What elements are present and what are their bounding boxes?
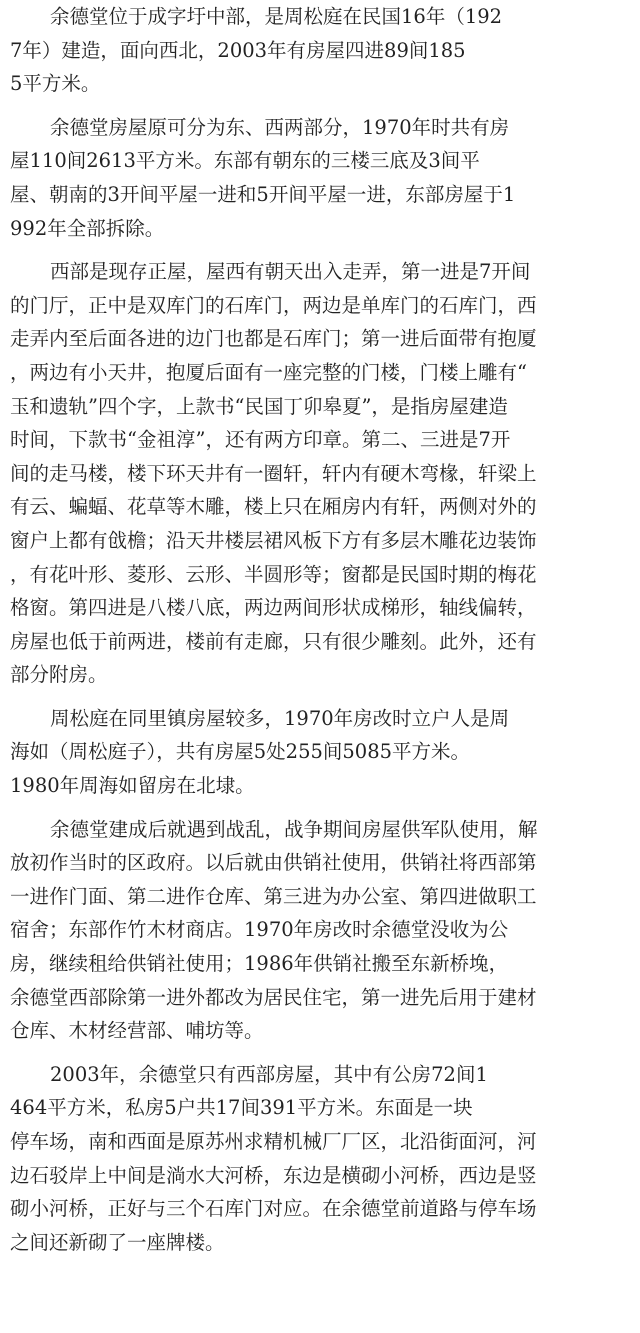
paragraph-6 [10, 1058, 634, 1260]
text-line: 停车场，南和西面是原苏州求精机械厂厂区，北沿街面河，河 [10, 1130, 537, 1153]
paragraph-1 [10, 0, 634, 101]
paragraph-4 [10, 702, 634, 803]
text-line: 7年）建造，面向西北，2003年有房屋四进89间185 [10, 38, 466, 62]
text-line: 海如（周松庭子），共有房屋5处255间5085平方米。 [10, 740, 471, 764]
text-line: 余德堂房屋原可分为东、西两部分，1970年时共有房 [50, 115, 510, 139]
text-line: 西部是现存正屋，屋西有朝天出入走弄，第一进是7开间 [50, 260, 531, 284]
text-line: 余德堂建成后就遇到战乱，战争期间房屋供军队使用，解 [50, 817, 538, 841]
text-line: 5平方米。 [10, 72, 101, 96]
paragraph-5 [10, 813, 634, 1048]
text-line: 2003年，余德堂只有西部房屋，其中有公房72间1 [50, 1062, 488, 1086]
text-line: 边石驳岸上中间是淌水大河桥，东边是横砌小河桥，西边是竖 [10, 1163, 537, 1187]
text-line: 屋、朝南的3开间平屋一进和5开间平屋一进，东部房屋于1 [10, 182, 516, 206]
text-line: 仓库、木材经营部、哺坊等。 [10, 1019, 264, 1043]
text-line: 部分附房。 [10, 663, 108, 687]
text-line: 周松庭在同里镇房屋较多，1970年房改时立户人是周 [50, 706, 510, 730]
text-line: 一进作门面、第二进作仓库、第三进为办公室、第四进做职工 [10, 884, 537, 908]
text-line: 屋110间2613平方米。东部有朝东的三楼三底及3间平 [10, 149, 480, 173]
text-line: ，两边有小天井，抱厦后面有一座完整的门楼，门楼上雕有“ [10, 360, 527, 384]
text-line: 宿舍；东部作竹木材商店。1970年房改时余德堂没收为公 [10, 918, 509, 942]
text-line: 房，继续租给供销社使用；1986年供销社搬至东新桥堍， [10, 952, 509, 976]
text-line: 的门厅，正中是双库门的石库门，两边是单库门的石库门，西 [10, 293, 537, 317]
text-line: 房屋也低于前两进，楼前有走廊，只有很少雕刻。此外，还有 [10, 629, 537, 653]
text-line: ，有花叶形、菱形、云形、半圆形等；窗都是民国时期的梅花 [10, 562, 537, 586]
paragraph-3 [10, 255, 634, 692]
text-line: 玉和遗轨”四个字，上款书“民国丁卯皋夏”，是指房屋建造 [10, 394, 508, 418]
paragraph-2 [10, 111, 634, 245]
text-line: 走弄内至后面各进的边门也都是石库门；第一进后面带有抱厦 [10, 327, 537, 351]
text-line: 窗户上都有戗檐；沿天井楼层裙风板下方有多层木雕花边装饰 [10, 528, 537, 552]
text-line: 放初作当时的区政府。以后就由供销社使用，供销社将西部第 [10, 851, 537, 875]
text-line: 之间还新砌了一座牌楼。 [10, 1230, 225, 1254]
text-line: 余德堂位于成字圩中部，是周松庭在民国16年（192 [50, 5, 503, 28]
text-line: 格窗。第四进是八楼八底，两边两间形状成梯形，轴线偏转， [10, 596, 537, 620]
text-line: 992年全部拆除。 [10, 216, 165, 240]
text-line: 1980年周海如留房在北埭。 [10, 774, 255, 798]
text-line: 464平方米，私房5户共17间391平方米。东面是一块 [10, 1096, 473, 1120]
text-line: 间的走马楼，楼下环天井有一圈轩，轩内有硬木弯椽，轩梁上 [10, 461, 537, 485]
text-line: 余德堂西部除第一进外都改为居民住宅，第一进先后用于建材 [10, 985, 537, 1009]
text-line: 有云、蝙蝠、花草等木雕，楼上只在厢房内有轩，两侧对外的 [10, 495, 537, 519]
text-line: 砌小河桥，正好与三个石库门对应。在余德堂前道路与停车场 [10, 1197, 537, 1221]
text-line: 时间，下款书“金祖淳”，还有两方印章。第二、三进是7开 [10, 428, 511, 452]
